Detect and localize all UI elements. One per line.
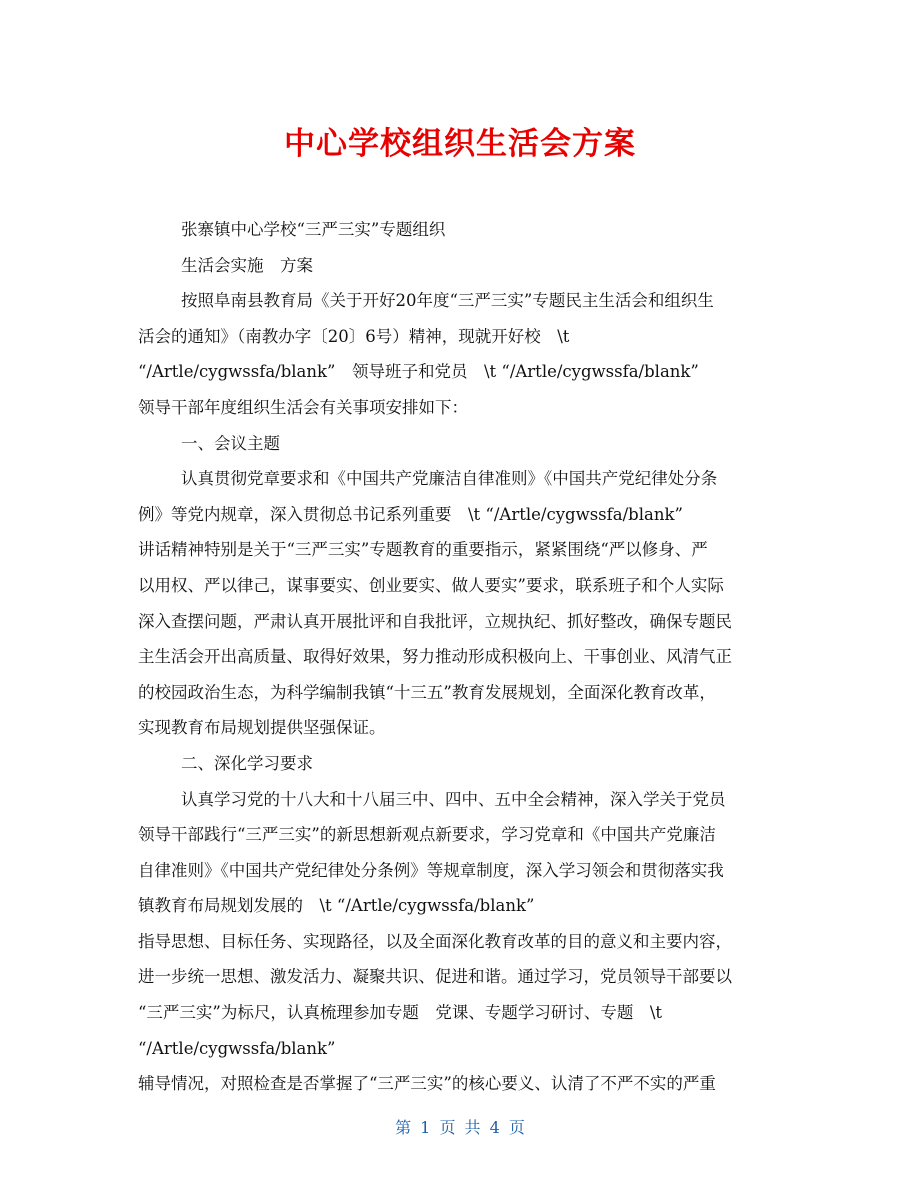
body-line: “/Artle/cygwssfa/blank” xyxy=(138,1038,336,1058)
document-body xyxy=(138,212,788,1102)
body-line: 镇教育布局规划发展的 \t “/Artle/cygwssfa/blank” xyxy=(138,896,535,916)
body-line: 的校园政治生态，为科学编制我镇“十三五”教育发展规划，全面深化教育改革， xyxy=(138,682,716,702)
body-line: 辅导情况，对照检查是否掌握了“三严三实”的核心要义、认清了不严不实的严重 xyxy=(138,1074,716,1094)
body-line: 领导干部年度组织生活会有关事项安排如下： xyxy=(138,397,468,417)
body-line: 以用权、严以律己，谋事要实、创业要实、做人要实”要求，联系班子和个人实际 xyxy=(138,575,724,595)
document-title: 中心学校组织生活会方案 xyxy=(284,126,636,162)
page-footer: 第 1 页 共 4 页 xyxy=(395,1118,525,1137)
body-line: 活会的通知》（南教办字〔20〕6号）精神，现就开好校 \t xyxy=(138,326,570,346)
body-line: 一、会议主题 xyxy=(181,433,280,453)
body-line: 按照阜南县教育局《关于开好20年度“三严三实”专题民主生活会和组织生 xyxy=(181,291,714,311)
body-line: 张寨镇中心学校“三严三实”专题组织 xyxy=(181,220,446,239)
body-line: 进一步统一思想、激发活力、凝聚共识、促进和谐。通过学习，党员领导干部要以 xyxy=(138,967,732,987)
body-line: 认真学习党的十八大和十八届三中、四中、五中全会精神，深入学关于党员 xyxy=(181,789,726,809)
body-line: 实现教育布局规划提供坚强保证。 xyxy=(138,718,386,738)
body-line: 深入查摆问题，严肃认真开展批评和自我批评，立规执纪、抓好整改，确保专题民 xyxy=(138,611,732,631)
body-line: 讲话精神特别是关于“三严三实”专题教育的重要指示，紧紧围绕“严以修身、严 xyxy=(138,540,708,560)
body-line: 认真贯彻党章要求和《中国共产党廉洁自律准则》《中国共产党纪律处分条 xyxy=(181,469,718,489)
body-line: 指导思想、目标任务、实现路径，以及全面深化教育改革的目的意义和主要内容， xyxy=(138,931,732,951)
body-line: 主生活会开出高质量、取得好效果，努力推动形成积极向上、干事创业、风清气正 xyxy=(138,647,732,667)
body-line: “/Artle/cygwssfa/blank” 领导班子和党员 \t “/Artle/cygwssfa/blank” xyxy=(138,362,699,382)
body-line: 自律准则》《中国共产党纪律处分条例》等规章制度，深入学习领会和贯彻落实我 xyxy=(138,860,724,880)
body-line: 例》等党内规章，深入贯彻总书记系列重要 \t “/Artle/cygwssfa/blank” xyxy=(138,504,683,524)
body-line: 领导干部践行“三严三实”的新思想新观点新要求，学习党章和《中国共产党廉洁 xyxy=(138,825,716,845)
body-line: 生活会实施 方案 xyxy=(181,255,313,275)
body-line: 二、深化学习要求 xyxy=(181,753,313,773)
body-line: “三严三实”为标尺，认真梳理参加专题 党课、专题学习研讨、专题 \t xyxy=(138,1003,663,1023)
